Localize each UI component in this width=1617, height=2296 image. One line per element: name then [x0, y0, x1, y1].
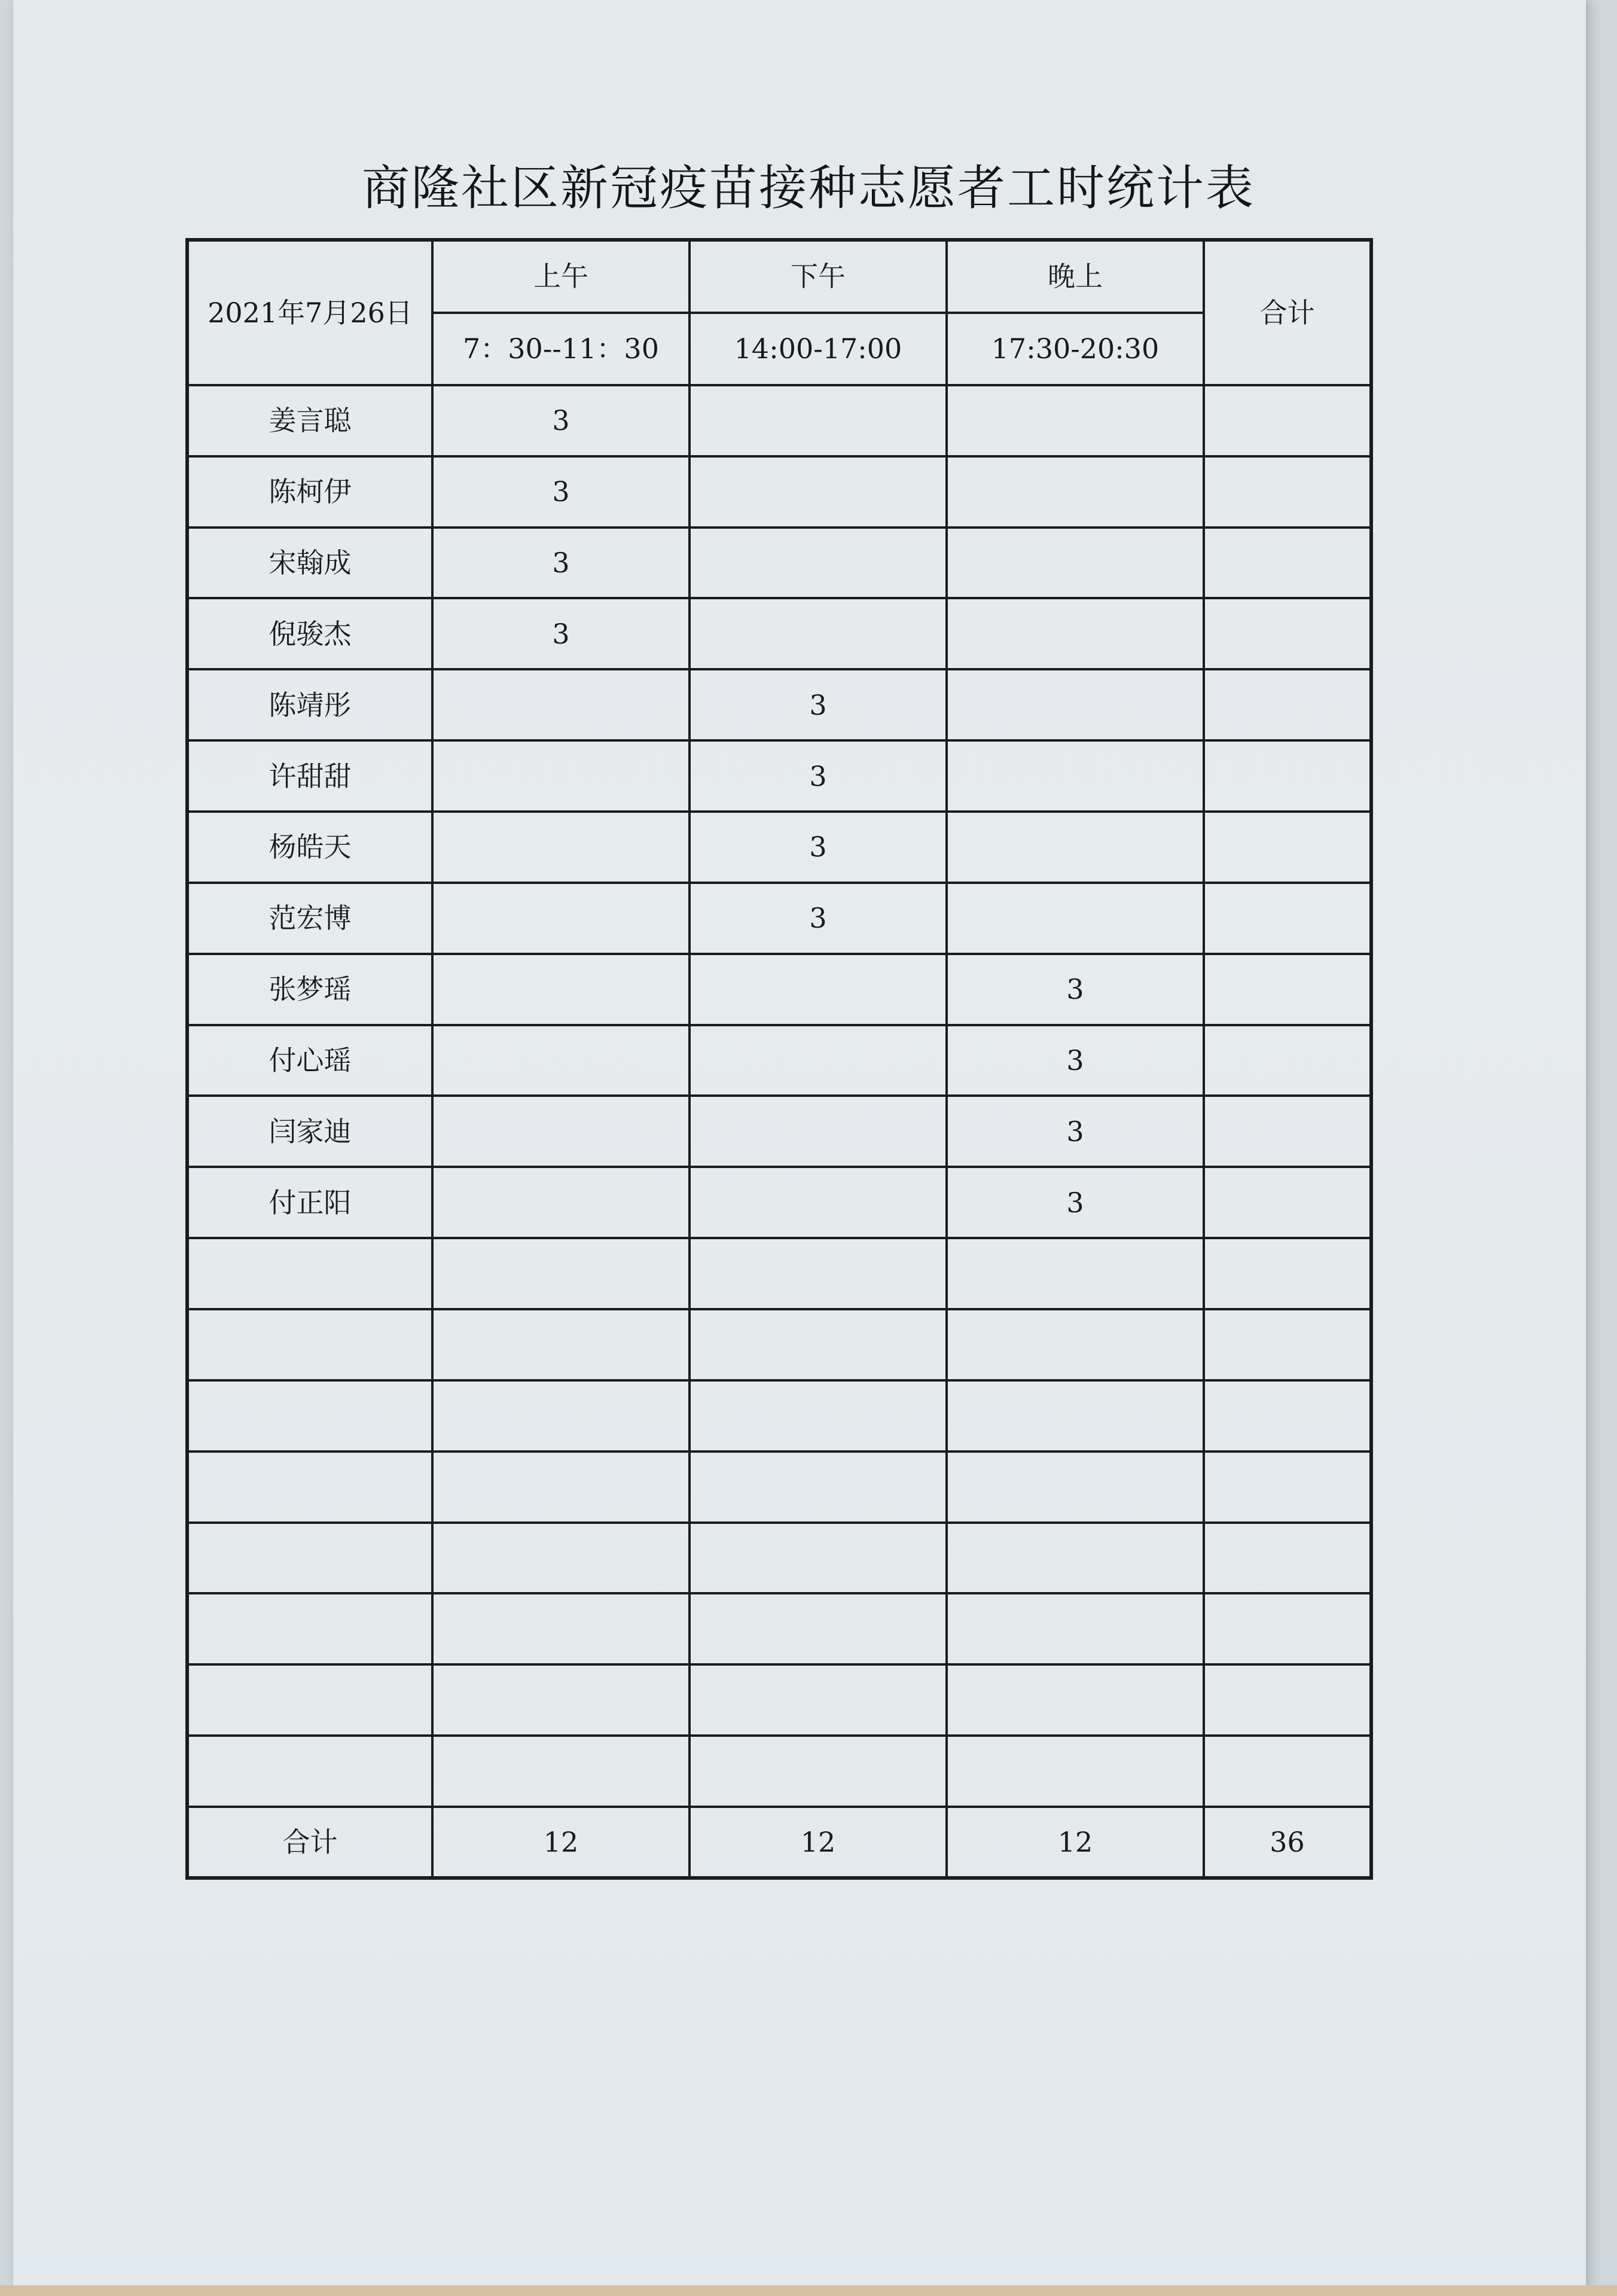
evening-hours-cell	[947, 456, 1204, 527]
afternoon-hours-cell: 3	[689, 669, 947, 740]
morning-hours-cell	[432, 1309, 689, 1380]
table-row	[187, 1096, 1371, 1167]
afternoon-hours-cell	[689, 1025, 947, 1096]
page-title: 商隆社区新冠疫苗接种志愿者工时统计表	[362, 160, 1255, 216]
row-total-cell	[1204, 456, 1371, 527]
table-row	[187, 1593, 1371, 1664]
row-total-cell	[1204, 669, 1371, 740]
morning-hours-cell	[432, 1736, 689, 1807]
date-cell: 2021年7月26日	[187, 240, 432, 385]
volunteer-name	[187, 1309, 432, 1380]
row-total-cell	[1204, 954, 1371, 1025]
table-row	[187, 669, 1371, 740]
evening-hours-cell: 3	[947, 1025, 1204, 1096]
afternoon-hours-cell	[689, 527, 947, 599]
row-total-cell	[1204, 1096, 1371, 1167]
volunteer-name: 张梦瑶	[187, 954, 432, 1025]
row-total-cell	[1204, 385, 1371, 456]
table-row	[187, 1664, 1371, 1736]
volunteer-name: 付正阳	[187, 1167, 432, 1238]
afternoon-hours-cell: 3	[689, 812, 947, 883]
table-row	[187, 1167, 1371, 1238]
morning-hours-cell: 3	[432, 456, 689, 527]
afternoon-hours-total: 12	[689, 1807, 947, 1878]
volunteer-name	[187, 1452, 432, 1523]
table-row	[187, 456, 1371, 527]
evening-hours-cell	[947, 1380, 1204, 1452]
afternoon-hours-cell	[689, 385, 947, 456]
morning-hours-cell	[432, 669, 689, 740]
morning-hours-cell: 3	[432, 385, 689, 456]
evening-hours-cell	[947, 1452, 1204, 1523]
table-row	[187, 954, 1371, 1025]
evening-hours-cell	[947, 1593, 1204, 1664]
volunteer-name: 范宏博	[187, 883, 432, 954]
table-row	[187, 812, 1371, 883]
morning-hours-cell: 3	[432, 598, 689, 669]
volunteer-name: 倪骏杰	[187, 598, 432, 669]
afternoon-hours-cell: 3	[689, 740, 947, 812]
morning-hours-cell	[432, 1452, 689, 1523]
table-row	[187, 385, 1371, 456]
morning-hours-total: 12	[432, 1807, 689, 1878]
volunteer-name: 姜言聪	[187, 385, 432, 456]
row-total-cell	[1204, 883, 1371, 954]
evening-hours-cell: 3	[947, 954, 1204, 1025]
afternoon-hours-cell	[689, 954, 947, 1025]
afternoon-hours-cell	[689, 1096, 947, 1167]
evening-hours-cell	[947, 1309, 1204, 1380]
volunteer-name: 杨皓天	[187, 812, 432, 883]
afternoon-hours-cell	[689, 1593, 947, 1664]
table-row	[187, 1452, 1371, 1523]
volunteer-name	[187, 1523, 432, 1594]
total-column-header: 合计	[1204, 240, 1371, 385]
period-evening-time: 17:30-20:30	[947, 313, 1204, 385]
morning-hours-cell	[432, 883, 689, 954]
period-afternoon-label: 下午	[689, 240, 947, 313]
afternoon-hours-cell	[689, 456, 947, 527]
volunteer-name	[187, 1664, 432, 1736]
afternoon-hours-cell	[689, 1380, 947, 1452]
morning-hours-cell	[432, 1167, 689, 1238]
row-total-cell	[1204, 1736, 1371, 1807]
table-row	[187, 1523, 1371, 1594]
desk-surface	[0, 2285, 1617, 2296]
table-row	[187, 1736, 1371, 1807]
volunteer-name	[187, 1380, 432, 1452]
period-afternoon-time: 14:00-17:00	[689, 313, 947, 385]
morning-hours-cell	[432, 1523, 689, 1594]
row-total-cell	[1204, 1380, 1371, 1452]
period-evening-label: 晚上	[947, 240, 1204, 313]
totals-row	[187, 1807, 1371, 1878]
row-total-cell	[1204, 527, 1371, 599]
volunteer-name	[187, 1736, 432, 1807]
row-total-cell	[1204, 1452, 1371, 1523]
afternoon-hours-cell	[689, 1664, 947, 1736]
volunteer-name	[187, 1593, 432, 1664]
evening-hours-cell	[947, 812, 1204, 883]
table-row	[187, 527, 1371, 599]
afternoon-hours-cell	[689, 1309, 947, 1380]
morning-hours-cell	[432, 1380, 689, 1452]
table-row	[187, 1238, 1371, 1309]
evening-hours-cell	[947, 1736, 1204, 1807]
row-total-cell	[1204, 1167, 1371, 1238]
morning-hours-cell	[432, 1238, 689, 1309]
row-total-cell	[1204, 812, 1371, 883]
table-row	[187, 740, 1371, 812]
afternoon-hours-cell	[689, 1167, 947, 1238]
period-morning-label: 上午	[432, 240, 689, 313]
evening-hours-cell	[947, 1238, 1204, 1309]
morning-hours-cell	[432, 954, 689, 1025]
evening-hours-cell	[947, 669, 1204, 740]
morning-hours-cell	[432, 1096, 689, 1167]
volunteer-name: 宋翰成	[187, 527, 432, 599]
afternoon-hours-cell	[689, 1736, 947, 1807]
header-row-periods	[187, 240, 1371, 313]
evening-hours-cell	[947, 598, 1204, 669]
afternoon-hours-cell	[689, 1523, 947, 1594]
totals-label: 合计	[187, 1807, 432, 1878]
afternoon-hours-cell: 3	[689, 883, 947, 954]
row-total-cell	[1204, 598, 1371, 669]
morning-hours-cell: 3	[432, 527, 689, 599]
table-row	[187, 883, 1371, 954]
row-total-cell	[1204, 1309, 1371, 1380]
row-total-cell	[1204, 1523, 1371, 1594]
morning-hours-cell	[432, 1664, 689, 1736]
table-row	[187, 1380, 1371, 1452]
evening-hours-cell	[947, 883, 1204, 954]
volunteer-name: 许甜甜	[187, 740, 432, 812]
morning-hours-cell	[432, 1593, 689, 1664]
volunteer-name: 闫家迪	[187, 1096, 432, 1167]
table-row	[187, 1025, 1371, 1096]
evening-hours-cell	[947, 1523, 1204, 1594]
row-total-cell	[1204, 1664, 1371, 1736]
row-total-cell	[1204, 1238, 1371, 1309]
morning-hours-cell	[432, 1025, 689, 1096]
volunteer-name: 陈柯伊	[187, 456, 432, 527]
row-total-cell	[1204, 1593, 1371, 1664]
row-total-cell	[1204, 740, 1371, 812]
period-morning-time: 7：30--11：30	[432, 313, 689, 385]
evening-hours-total: 12	[947, 1807, 1204, 1878]
morning-hours-cell	[432, 740, 689, 812]
afternoon-hours-cell	[689, 598, 947, 669]
evening-hours-cell	[947, 385, 1204, 456]
volunteer-name	[187, 1238, 432, 1309]
afternoon-hours-cell	[689, 1452, 947, 1523]
evening-hours-cell: 3	[947, 1167, 1204, 1238]
table-row	[187, 598, 1371, 669]
volunteer-name: 陈靖彤	[187, 669, 432, 740]
morning-hours-cell	[432, 812, 689, 883]
volunteer-hours-table	[185, 238, 1373, 1880]
evening-hours-cell	[947, 1664, 1204, 1736]
volunteer-name: 付心瑶	[187, 1025, 432, 1096]
table-row	[187, 1309, 1371, 1380]
evening-hours-cell	[947, 740, 1204, 812]
afternoon-hours-cell	[689, 1238, 947, 1309]
evening-hours-cell	[947, 527, 1204, 599]
row-total-total: 36	[1204, 1807, 1371, 1878]
row-total-cell	[1204, 1025, 1371, 1096]
evening-hours-cell: 3	[947, 1096, 1204, 1167]
